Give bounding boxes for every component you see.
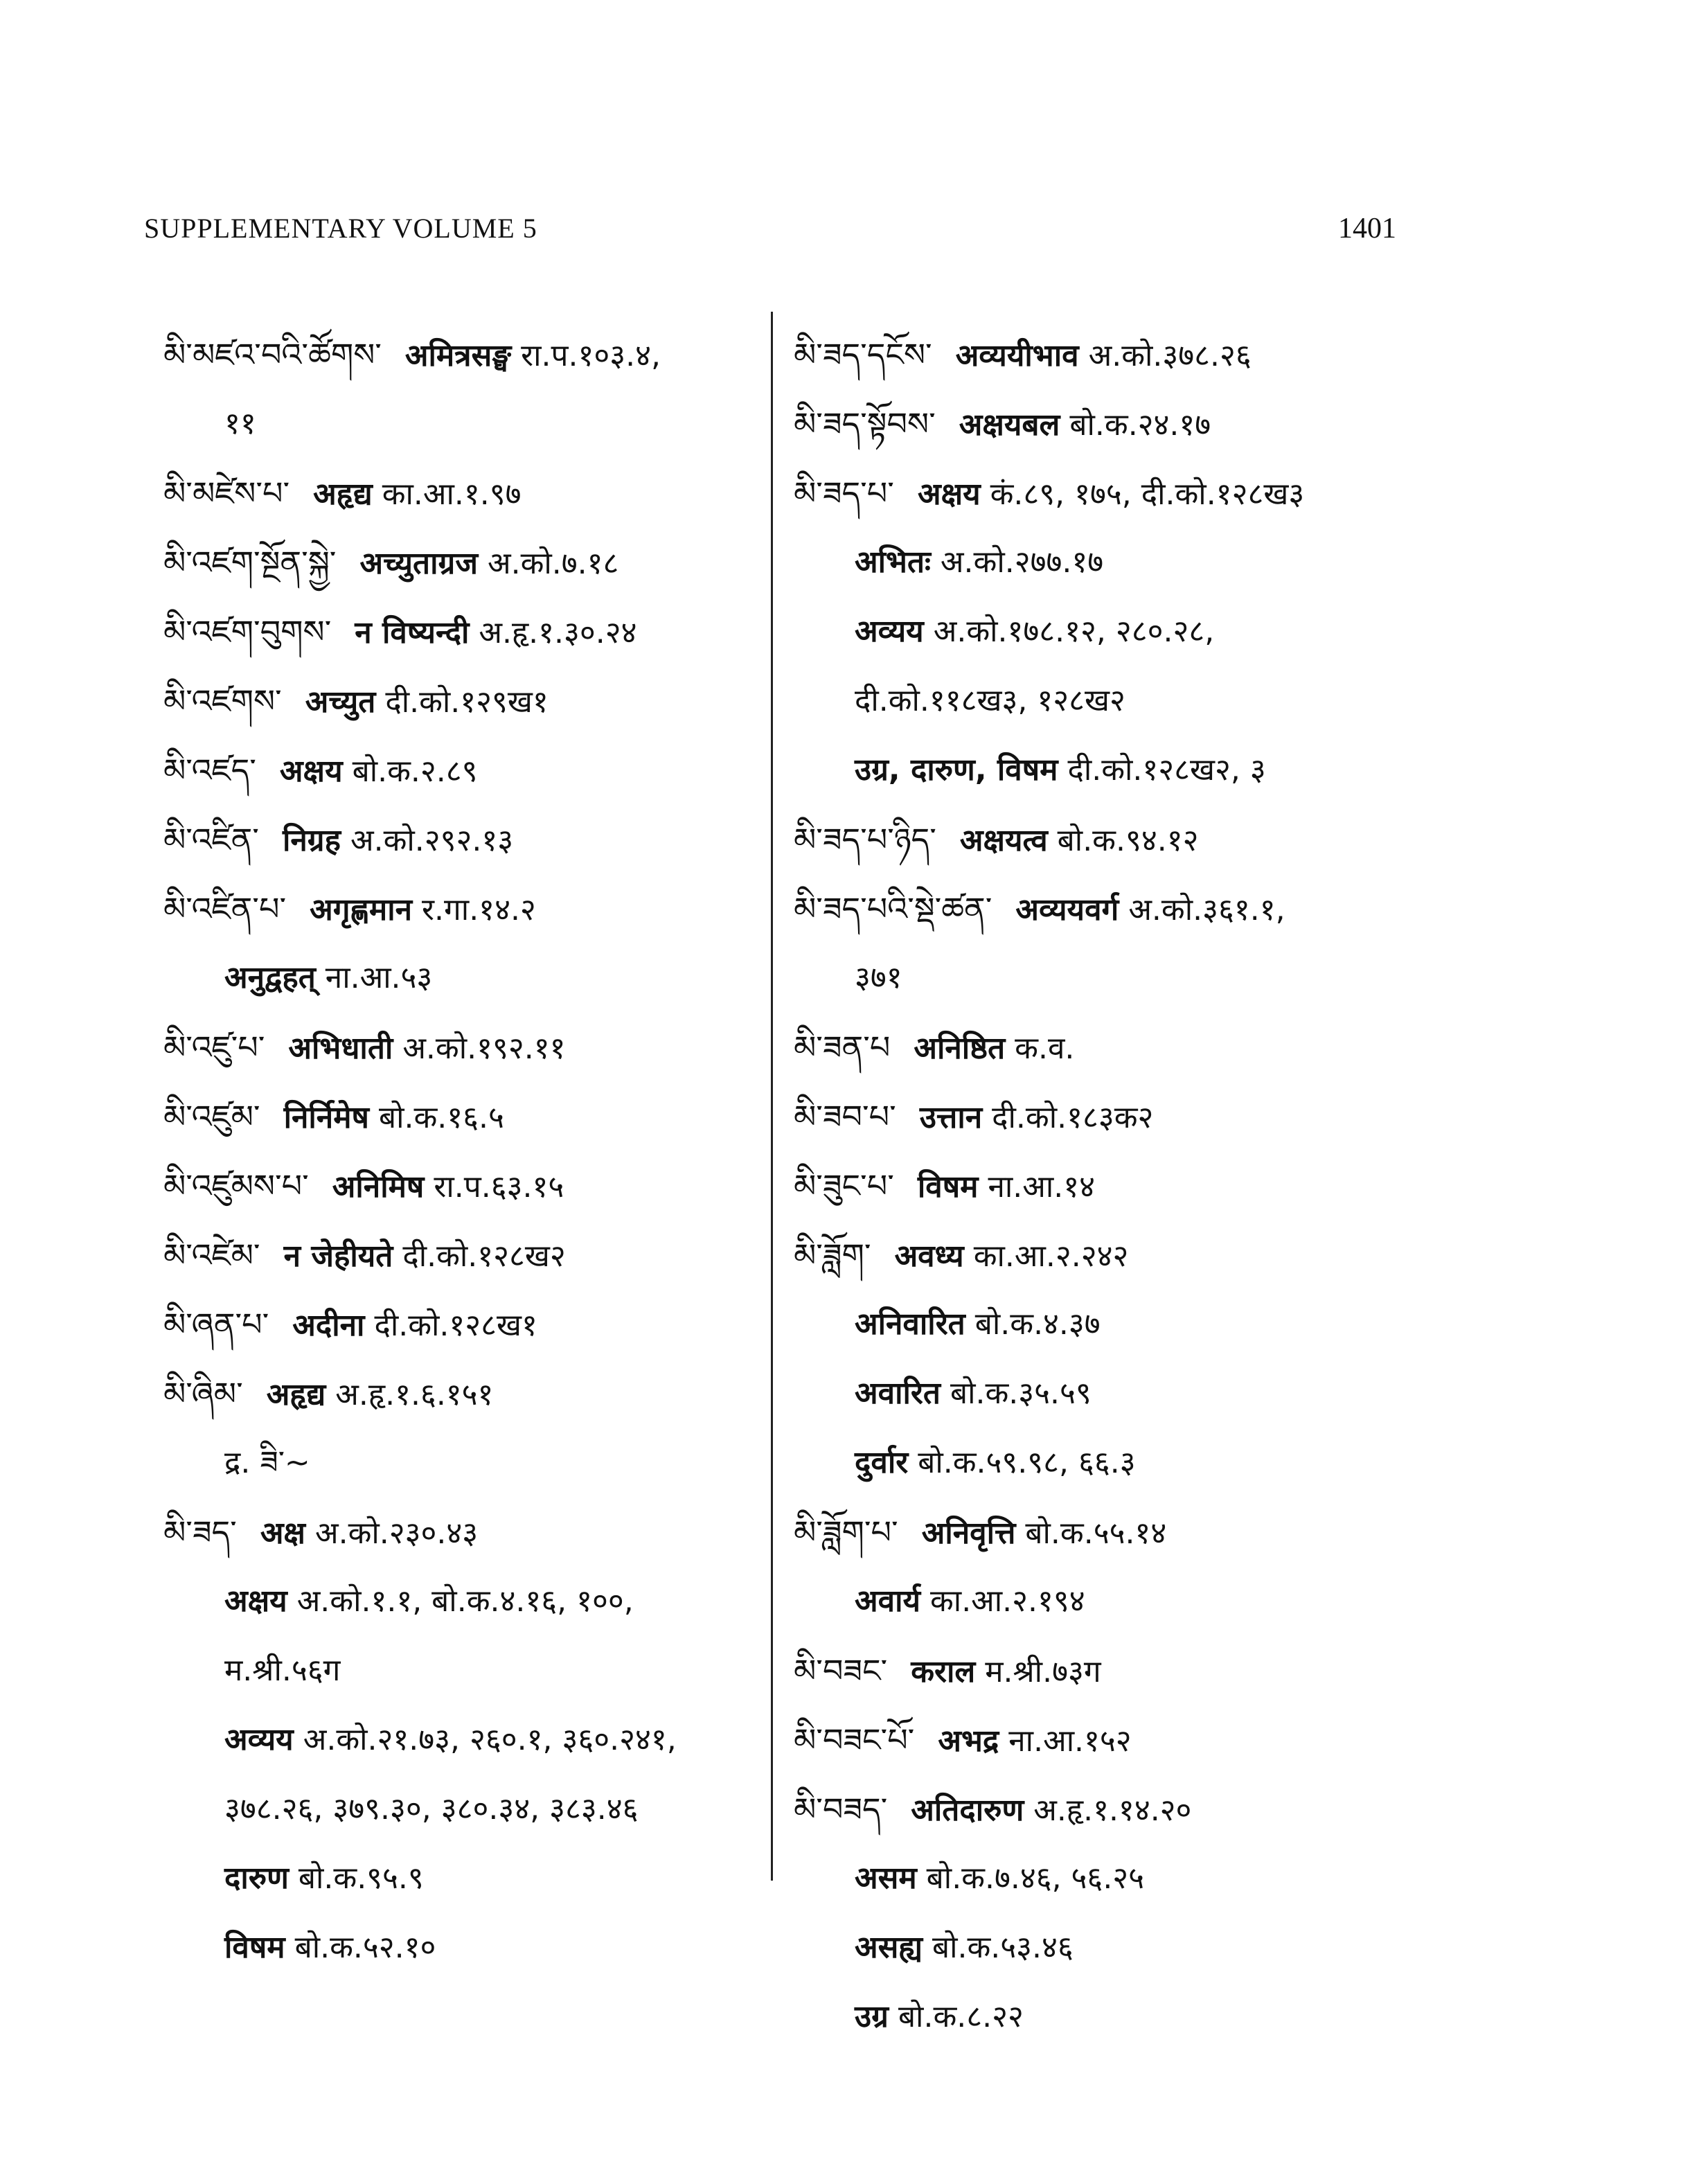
source-reference: दी.को.१२९ख१ [385,684,549,720]
dictionary-entry [794,1013,1403,1082]
sanskrit-term: अच्युताग्रज [359,546,478,581]
source-reference: बो.क.१६.५ [378,1100,504,1135]
entry-continuation [163,389,759,459]
sanskrit-term: अक्षय [279,754,343,789]
sanskrit-term: उग्र [855,1999,889,2034]
source-reference: अ.को.३७८.२६ [1088,338,1252,373]
source-reference: ३७१ [855,960,902,995]
source-reference: अ.हृ.१.१४.२० [1033,1793,1192,1828]
entry-continuation [163,1636,759,1705]
sanskrit-term: असम [855,1861,917,1896]
sanskrit-term: अवार्य [855,1583,920,1619]
tibetan-headword: མི་འཛིན་པ་ [163,890,287,927]
tibetan-headword: མི་འཛག་བུགས་ [163,613,332,650]
sanskrit-term: अगृह्णमान [310,892,413,927]
source-reference: बो.क.५९.९८, ६६.३ [918,1445,1136,1480]
sanskrit-term: अदीना [292,1308,365,1343]
dictionary-entry [163,1013,759,1082]
source-reference: क.व. [1015,1031,1075,1066]
sanskrit-term: असह्य [855,1930,923,1965]
dictionary-entry [163,1290,759,1359]
dictionary-entry [794,1082,1403,1151]
tibetan-headword: མི་འཛུ་པ་ [163,1029,265,1066]
tibetan-headword: མི་ཞིམ་ [163,1375,243,1412]
dictionary-entry [163,597,759,666]
tibetan-headword: མི་འཛགས་ [163,682,282,720]
source-reference: दी.को.१८३क२ [992,1100,1154,1135]
sanskrit-term: अक्षय [224,1583,287,1619]
tibetan-headword: མི་འཛུམ་ [163,1098,260,1135]
sanskrit-term: अव्ययीभाव [955,338,1079,373]
tibetan-headword: མི་འཛུམས་པ་ [163,1167,309,1205]
source-reference: म.श्री.७३ग [985,1654,1101,1689]
dictionary-entry [163,736,759,805]
tibetan-headword: མི་འཛད་ [163,752,256,789]
tibetan-headword: མི་ཟད་དངོས་ [794,336,932,373]
tibetan-headword: མི་ཞན་པ་ [163,1306,269,1343]
source-reference: बो.क.२.८९ [352,754,478,789]
sanskrit-term: अहृद्य [266,1377,326,1412]
sanskrit-term: अव्यय [855,614,924,649]
tibetan-headword: མི་འཛག་སྔོན་སྐྱེ་ [163,544,337,581]
source-reference: का.आ.२.२४२ [973,1239,1129,1274]
source-reference: रा.प.६३.१५ [434,1169,564,1205]
entry-continuation [163,1844,759,1913]
tibetan-headword: མི་ཟློག་པ་ [794,1513,898,1551]
running-header: SUPPLEMENTARY VOLUME 5 [144,213,537,244]
tibetan-headword: མི་མཛེས་པ་ [163,474,290,512]
entry-continuation [163,943,759,1013]
sanskrit-term: अमित्रसङ्घ [404,338,512,373]
source-reference: का.आ.२.१९४ [930,1583,1085,1619]
tibetan-headword: མི་ཟད་སྟོབས་ [794,405,936,443]
entry-continuation [794,1913,1403,1982]
sanskrit-term: अनिमिष [332,1169,425,1205]
tibetan-headword: མི་བཟང་ [794,1652,888,1689]
sanskrit-term: अनुद्वहत् [224,960,316,995]
dictionary-entry [794,320,1403,389]
dictionary-entry [794,1775,1403,1844]
entry-continuation [794,528,1403,597]
dictionary-entry [163,528,759,597]
sanskrit-term: कराल [911,1654,976,1689]
source-reference: दी.को.१२८ख२ [402,1239,566,1274]
tibetan-headword: མི་བཟང་པོ་ [794,1721,915,1759]
tibetan-headword: མི་ཟུང་པ་ [794,1167,894,1205]
sanskrit-term: अनिष्ठित [914,1031,1006,1066]
dictionary-entry [163,1498,759,1567]
source-reference: अ.को.३६१.१, [1128,892,1285,927]
source-reference: अ.को.१९२.११ [402,1031,566,1066]
sanskrit-term: अक्षयत्व [959,823,1048,858]
dictionary-entry [163,1082,759,1151]
dictionary-entry [794,1151,1403,1220]
source-reference: अ.हृ.१.६.१५१ [335,1377,494,1412]
dictionary-entry [794,459,1403,528]
sanskrit-term: अनिवृत्ति [921,1516,1016,1551]
entry-continuation [794,1844,1403,1913]
column-divider [771,312,773,1881]
dictionary-entry [794,805,1403,874]
source-reference: र.गा.१४.२ [422,892,536,927]
tibetan-headword: མི་འཛེམ་ [163,1236,260,1274]
sanskrit-term: अभिधाती [288,1031,393,1066]
entry-continuation [163,1913,759,1982]
sanskrit-term: न विष्यन्दी [355,615,470,650]
sanskrit-term: अवारित [855,1376,941,1411]
source-reference: अ.को.७.१८ [487,546,619,581]
tibetan-headword: མི་ཟབ་པ་ [794,1098,896,1135]
sanskrit-term: दारुण [224,1861,289,1896]
source-reference: अ.को.२३०.४३ [314,1516,479,1551]
source-reference: कं.८९, १७५, दी.को.१२८ख३ [990,477,1305,512]
dictionary-entry [794,1636,1403,1705]
source-reference: ना.आ.५३ [325,960,433,995]
entry-continuation [163,1705,759,1775]
source-reference: अ.को.१७८.१२, २८०.२८, [933,614,1215,649]
entry-continuation [794,1982,1403,2052]
sanskrit-term: निर्निमेष [283,1100,369,1135]
source-reference: ३७८.२६, ३७९.३०, ३८०.३४, ३८३.४६ [224,1791,639,1827]
dictionary-entry [163,1359,759,1428]
tibetan-headword: མི་ཟད་པ་ [794,474,894,512]
sanskrit-term: विषम [917,1169,979,1205]
sanskrit-term: उत्तान [919,1100,983,1135]
entry-continuation [163,1567,759,1636]
entry-continuation [794,1428,1403,1498]
sanskrit-term: अक्ष [260,1516,305,1551]
source-reference: अ.को.२७७.१७ [940,544,1104,580]
entry-continuation [794,1290,1403,1359]
source-reference: बो.क.२४.१७ [1069,407,1211,443]
dictionary-entry [794,1705,1403,1775]
dictionary-entry [163,320,759,389]
sanskrit-term: अक्षय [917,477,981,512]
dictionary-entry [163,805,759,874]
sanskrit-term: अनिवारित [855,1306,965,1342]
entry-continuation [794,736,1403,805]
source-reference: बो.क.५२.१० [294,1930,436,1965]
sanskrit-term: अहृद्य [313,477,373,512]
entry-continuation [163,1428,759,1498]
source-reference: दी.को.१२८ख२, ३ [1067,752,1266,788]
sanskrit-term: अभितः [855,544,931,580]
sanskrit-term: अतिदारुण [911,1793,1024,1828]
sanskrit-term: अभद्र [938,1723,999,1759]
tibetan-headword: མི་ཟད་པའི་སྡེ་ཚན་ [794,890,992,927]
entry-continuation [794,1359,1403,1428]
sanskrit-term: अव्यय [224,1722,294,1757]
sanskrit-term: अच्युत [305,684,376,720]
tibetan-headword: མི་ཟད་ [163,1513,237,1551]
source-reference: ११ [224,406,256,441]
source-reference: बो.क.७.४६, ५६.२५ [926,1861,1145,1896]
right-column [794,320,1403,2052]
source-reference: ना.आ.१५२ [1008,1723,1132,1759]
sanskrit-term: अव्ययवर्ग [1015,892,1119,927]
dictionary-entry [163,666,759,736]
dictionary-entry [163,459,759,528]
source-reference: बो.क.९५.९ [298,1861,424,1896]
source-reference: बो.क.९४.१२ [1057,823,1199,858]
tibetan-headword: མི་ཟློག་ [794,1236,871,1274]
dictionary-entry [794,1220,1403,1290]
tibetan-headword: མི་བཟད་ [794,1791,888,1828]
entry-continuation [794,666,1403,736]
source-reference: बो.क.४.३७ [974,1306,1101,1342]
entry-continuation [794,1567,1403,1636]
tibetan-headword: མི་མཛའ་བའི་ཚོགས་ [163,336,382,373]
source-reference: दी.को.१२८ख१ [374,1308,537,1343]
dictionary-entry [794,874,1403,943]
dictionary-entry [163,874,759,943]
left-column [163,320,759,1982]
tibetan-headword: མི་ཟད་པ་ཉིད་ [794,821,936,858]
sanskrit-term: निग्रह [282,823,341,858]
source-reference: बो.क.५५.१४ [1025,1516,1167,1551]
source-reference: बो.क.५३.४६ [932,1930,1074,1965]
source-reference: बो.क.८.२२ [898,1999,1024,2034]
sanskrit-term: दुर्वार [855,1445,909,1480]
dictionary-entry [794,1498,1403,1567]
entry-continuation [794,597,1403,666]
tibetan-headword: མི་ཟན་པ [794,1029,891,1066]
tibetan-headword: མི་འཛིན་ [163,821,259,858]
sanskrit-term: उग्र, दारुण, विषम [855,752,1058,788]
source-reference: बो.क.३५.५९ [950,1376,1092,1411]
source-reference: द्र. ཟི་~ [224,1445,310,1480]
sanskrit-term: अवध्य [894,1239,964,1274]
source-reference: अ.को.२१.७३, २६०.१, ३६०.२४१, [303,1722,677,1757]
sanskrit-term: न जेहीयते [283,1239,393,1274]
source-reference: का.आ.१.९७ [382,477,522,512]
dictionary-entry [794,389,1403,459]
source-reference: अ.को.२९२.१३ [350,823,514,858]
page-number: 1401 [1338,213,1396,245]
source-reference: रा.प.१०३.४, [521,338,661,373]
source-reference: दी.को.११८ख३, १२८ख२ [855,683,1125,718]
entry-continuation [163,1775,759,1844]
source-reference: ना.आ.१४ [988,1169,1095,1205]
source-reference: म.श्री.५६ग [224,1653,341,1688]
source-reference: अ.हृ.१.३०.२४ [479,615,637,650]
sanskrit-term: अक्षयबल [959,407,1060,443]
sanskrit-term: विषम [224,1930,285,1965]
source-reference: अ.को.१.१, बो.क.४.१६, १००, [296,1583,634,1619]
dictionary-entry [163,1151,759,1220]
entry-continuation [794,943,1403,1013]
dictionary-entry [163,1220,759,1290]
